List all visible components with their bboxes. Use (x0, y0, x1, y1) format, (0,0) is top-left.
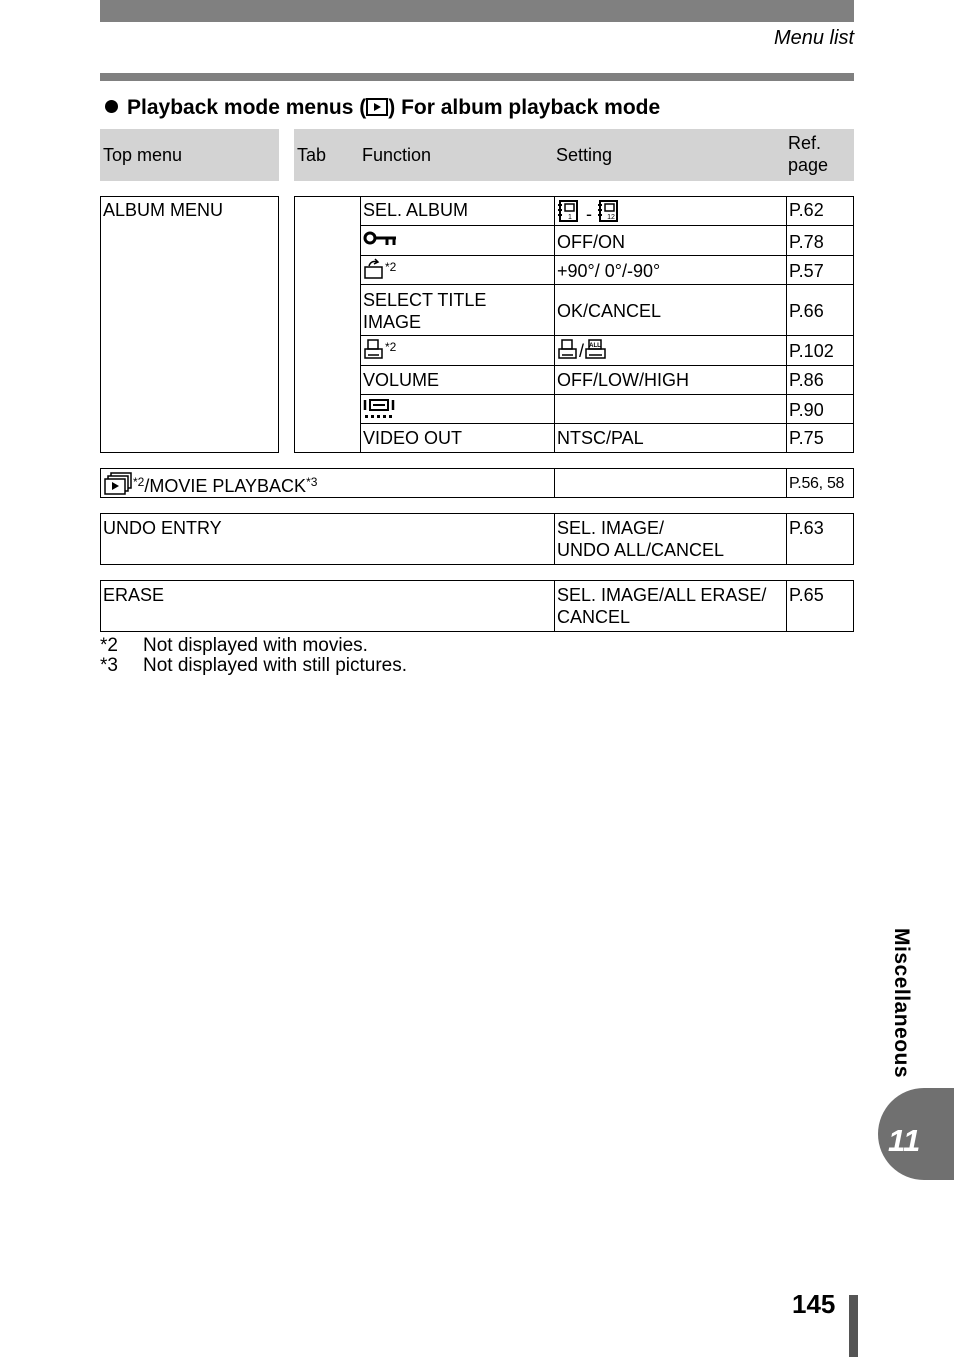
slideshow-icon (103, 471, 133, 498)
header-ref-page: Ref. page (786, 129, 854, 181)
movie-playback-ref: P.56, 58 (786, 468, 854, 498)
setting-select-title-image: OK/CANCEL (554, 284, 787, 336)
ref-video-out: P.75 (786, 423, 854, 453)
ref-pixel-mapping: P.90 (786, 394, 854, 424)
print-reserve-icon (363, 338, 385, 365)
ref-rotate: P.57 (786, 255, 854, 285)
header-tab: Tab (294, 129, 360, 181)
print-all-icon (584, 338, 608, 365)
footnote-3-mark: *3 (100, 655, 118, 676)
page-number-bar (849, 1295, 858, 1357)
function-protect (360, 225, 555, 256)
movie-playback-setting (554, 468, 787, 498)
function-print-reserve: *2 (360, 335, 555, 366)
page-number: 145 (792, 1289, 836, 1319)
playback-icon (366, 97, 388, 124)
protect-key-icon (363, 230, 397, 253)
header-top-menu: Top menu (100, 129, 279, 181)
ref-print-reserve: P.102 (786, 335, 854, 366)
undo-entry-ref: P.63 (786, 513, 854, 565)
album-menu-tab-cell (294, 196, 361, 453)
footnote-2-mark: *2 (100, 635, 118, 656)
print-single-icon (557, 338, 579, 365)
erase-ref: P.65 (786, 580, 854, 632)
setting-video-out: NTSC/PAL (554, 423, 787, 453)
function-rotate: *2 (360, 255, 555, 285)
function-select-title-image: SELECT TITLE IMAGE (360, 284, 555, 336)
section-heading: Playback mode menus ( ) For album playback mode (105, 95, 660, 124)
svg-text:12: 12 (607, 214, 615, 221)
footnote-3-text: Not displayed with still pictures. (143, 655, 407, 676)
album-12-icon (597, 199, 621, 226)
bullet-icon (105, 100, 118, 113)
ref-volume: P.86 (786, 365, 854, 395)
setting-protect: OFF/ON (554, 225, 787, 256)
album-1-icon (557, 199, 581, 226)
setting-volume: OFF/LOW/HIGH (554, 365, 787, 395)
header-setting: Setting (554, 129, 786, 181)
album-menu-top-cell: ALBUM MENU (100, 196, 279, 453)
setting-album-range: 1 - 12 (554, 196, 787, 226)
undo-entry-setting: SEL. IMAGE/ UNDO ALL/CANCEL (554, 513, 787, 565)
ref-sel-album: P.62 (786, 196, 854, 226)
side-tab-label: Miscellaneous (890, 928, 913, 1079)
footnote-2-text: Not displayed with movies. (143, 635, 368, 656)
ref-protect: P.78 (786, 225, 854, 256)
undo-entry-cell: UNDO ENTRY (100, 513, 555, 565)
ref-select-title-image: P.66 (786, 284, 854, 336)
chapter-tab (878, 1088, 954, 1180)
setting-print-reserve: / ALL (554, 335, 787, 366)
function-video-out: VIDEO OUT (360, 423, 555, 453)
header-rule (100, 73, 854, 81)
header-function: Function (360, 129, 554, 181)
erase-setting: SEL. IMAGE/ALL ERASE/ CANCEL (554, 580, 787, 632)
setting-pixel-mapping (554, 394, 787, 424)
pixel-mapping-icon (363, 397, 395, 424)
top-header-bar (100, 0, 854, 22)
svg-text:ALL: ALL (589, 343, 601, 349)
setting-rotate: +90°/ 0°/-90° (554, 255, 787, 285)
erase-cell: ERASE (100, 580, 555, 632)
chapter-number: 11 (888, 1123, 921, 1158)
function-pixel-mapping (360, 394, 555, 424)
svg-text:1: 1 (568, 214, 572, 221)
function-sel-album: SEL. ALBUM (360, 196, 555, 226)
section-title: Menu list (773, 27, 854, 49)
movie-playback-cell: $^{*2}$/MOVIE PLAYBACK$^{*3}$ (100, 468, 555, 498)
rotate-icon (363, 258, 385, 285)
function-volume: VOLUME (360, 365, 555, 395)
